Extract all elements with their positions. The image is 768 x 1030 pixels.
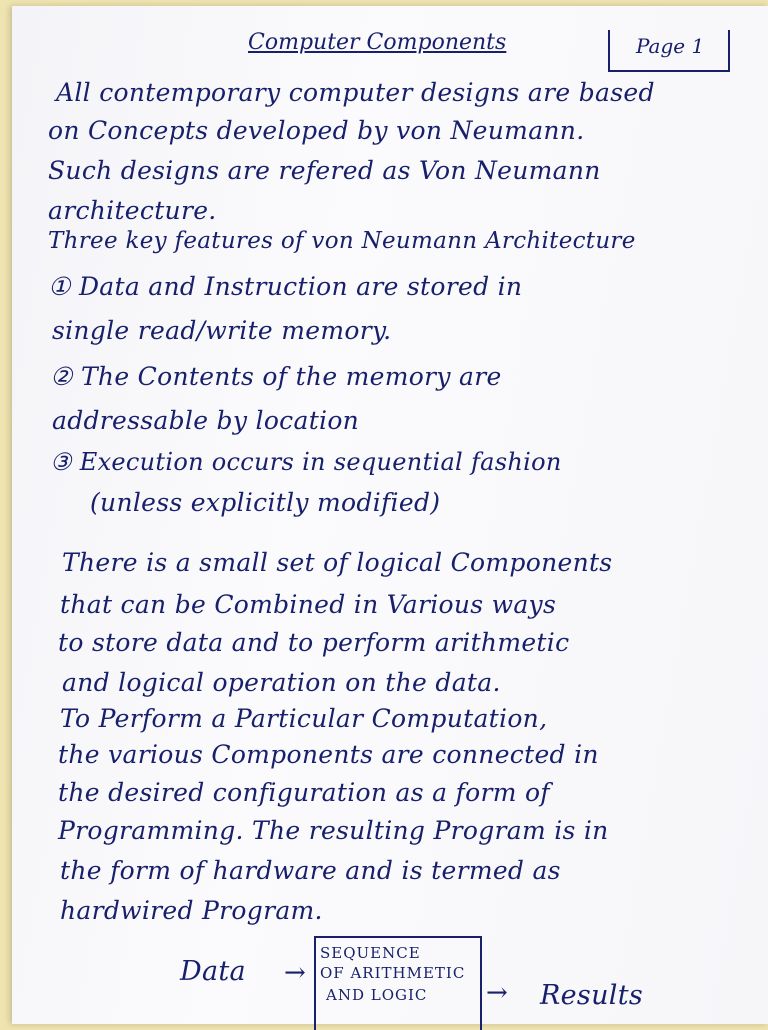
process-box-line: AND LOGIC (326, 986, 428, 1004)
text-line: the form of hardware and is termed as (60, 856, 561, 885)
process-box-line: SEQUENCE (320, 944, 421, 962)
text-line: ③ Execution occurs in sequential fashion (50, 448, 562, 476)
text-line: To Perform a Particular Computation, (60, 704, 548, 733)
text-line: addressable by location (52, 406, 360, 435)
page-title: Computer Components (248, 30, 507, 55)
input-arrow: → (284, 958, 306, 988)
diagram-output-label: Results (540, 980, 643, 1011)
page-number: Page 1 (636, 34, 705, 58)
text-line: the desired configuration as a form of (58, 778, 550, 807)
text-line: ② The Contents of the memory are (50, 362, 502, 391)
text-line: All contemporary computer designs are based (56, 78, 655, 107)
output-arrow: → (486, 978, 508, 1008)
text-line: on Concepts developed by von Neumann. (48, 116, 585, 145)
text-line: and logical operation on the data. (62, 668, 501, 697)
text-line: architecture. (48, 196, 217, 225)
text-line: that can be Combined in Various ways (60, 590, 557, 619)
text-line: single read/write memory. (52, 316, 392, 345)
text-line: hardwired Program. (60, 896, 323, 925)
text-line: There is a small set of logical Components (62, 548, 613, 577)
text-line: (unless explicitly modified) (90, 488, 441, 517)
text-line: ① Data and Instruction are stored in (48, 272, 523, 301)
text-line: the various Components are connected in (58, 740, 599, 769)
process-box-line: OF ARITHMETIC (320, 964, 466, 982)
diagram-input-label: Data (180, 956, 246, 987)
text-line: Such designs are refered as Von Neumann (48, 156, 601, 185)
text-line: to store data and to perform arithmetic (58, 628, 570, 657)
text-line: Programming. The resulting Program is in (58, 816, 609, 845)
text-line: Three key features of von Neumann Architecture (48, 228, 636, 254)
